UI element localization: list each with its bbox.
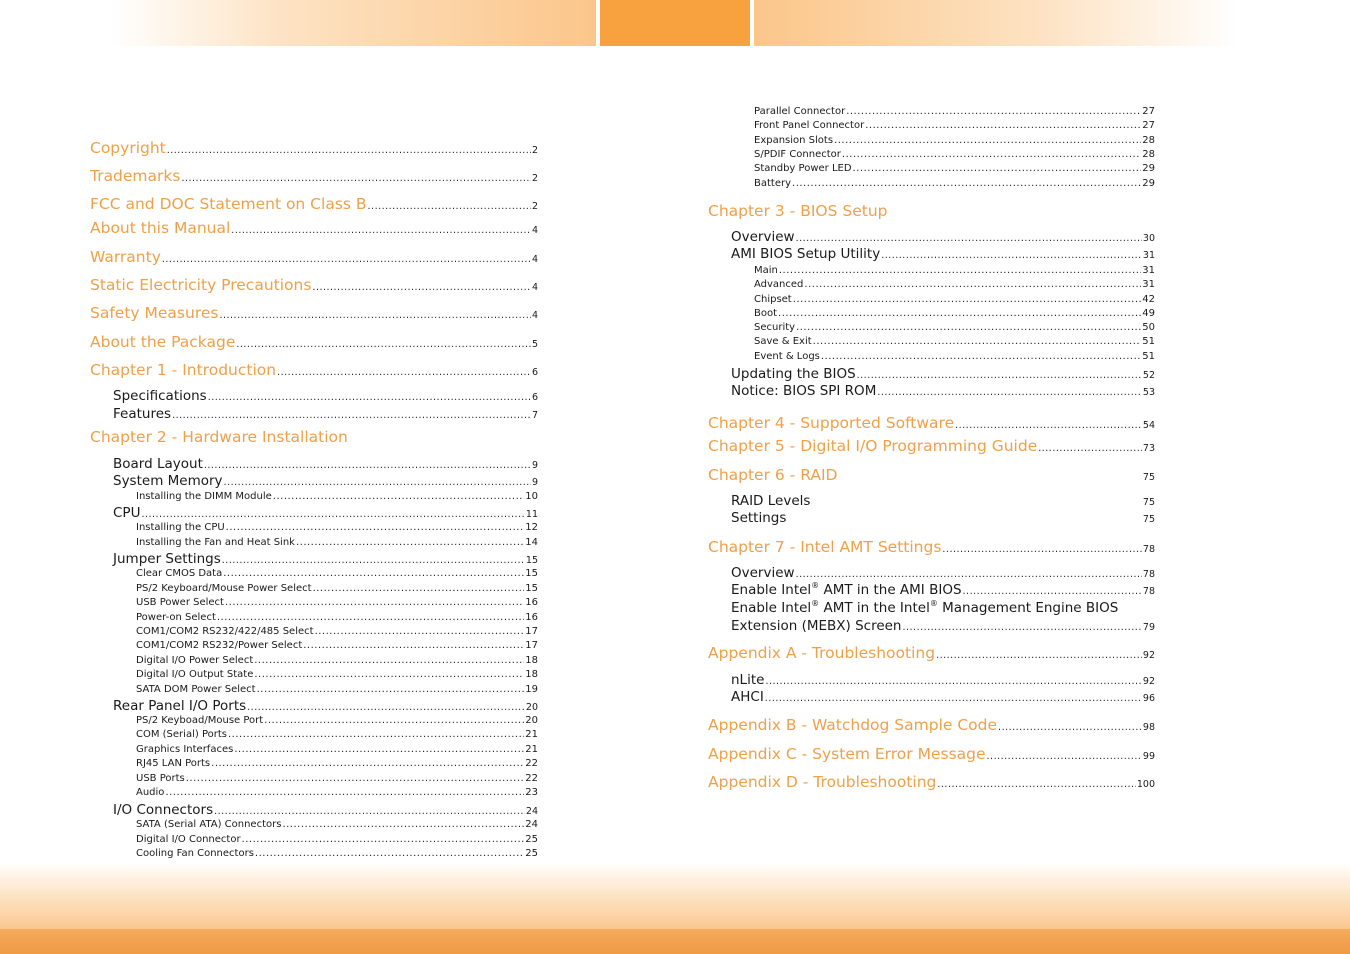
toc-entry-page: 25 [525,848,538,859]
toc-entry-page: 4 [531,310,538,321]
toc-entry-title: AHCI [731,689,764,705]
toc-entry-title: System Memory [113,473,223,489]
toc-entry[interactable] [136,759,538,769]
toc-entry-title: Board Layout [113,456,203,472]
toc-dot-leader [242,835,525,845]
toc-entry[interactable] [113,804,538,818]
toc-entry[interactable] [113,475,538,489]
toc-dot-leader [254,670,524,680]
toc-entry-title: Main [754,265,778,276]
toc-entry[interactable] [90,250,538,266]
footer-bar [0,929,1350,954]
toc-entry-title: Installing the DIMM Module [136,491,272,502]
toc-entry-title: Updating the BIOS [731,366,856,382]
toc-entry-page: 31 [1142,265,1155,276]
toc-entry-title: Chapter 2 - Hardware Installation [90,428,348,446]
toc-entry-page: 18 [525,669,538,680]
toc-entry-page: 17 [525,626,538,637]
toc-dot-leader [296,538,524,548]
toc-entry-title: Chapter 7 - Intel AMT Settings [708,538,942,556]
toc-entry-page: 50 [1142,322,1155,333]
toc-dot-leader [228,730,524,740]
toc-dot-leader [765,694,1142,704]
toc-dot-leader [236,340,531,350]
toc-entry-page: 9 [531,460,538,471]
toc-dot-leader [224,478,531,488]
toc-entry[interactable] [136,745,538,755]
toc-entry-page: 54 [1142,420,1155,431]
toc-entry-title: SATA DOM Power Select [136,684,256,695]
toc-entry-page: 27 [1142,106,1155,117]
toc-entry[interactable] [90,278,538,294]
toc-entry-title: Copyright [90,139,166,157]
toc-entry-title: AMI BIOS Setup Utility [731,246,881,262]
toc-dot-leader [217,613,524,623]
toc-entry[interactable] [731,368,1155,382]
toc-entry-page: 49 [1142,308,1155,319]
toc-dot-leader [313,584,525,594]
toc-entry[interactable] [113,700,538,714]
toc-entry[interactable] [136,627,538,637]
toc-entry-page: 16 [525,612,538,623]
toc-entry-page: 4 [531,254,538,265]
toc-entry-page: 2 [531,145,538,156]
toc-entry[interactable] [754,107,1155,117]
toc-entry[interactable] [731,567,1155,581]
toc-entry[interactable] [708,775,1155,791]
toc-dot-leader [219,311,530,321]
toc-entry[interactable] [113,458,538,472]
toc-entry-title: Enable Intel® AMT in the AMI BIOS [731,581,962,598]
toc-entry-title: Event & Logs [754,351,820,362]
toc-entry[interactable] [731,691,1155,705]
toc-entry[interactable] [136,523,538,533]
toc-entry-title: Digital I/O Connector [136,834,241,845]
toc-entry-title: Enable Intel® AMT in the Intel® Management Engine BIOS [731,599,1119,616]
toc-entry-title: Digital I/O Power Select [136,655,254,666]
toc-dot-leader [853,164,1142,174]
toc-entry[interactable] [731,620,1155,634]
toc-entry-title: I/O Connectors [113,802,214,818]
toc-entry[interactable] [731,385,1155,399]
toc-dot-leader [821,352,1141,362]
toc-entry[interactable] [731,674,1155,688]
toc-entry-title: Appendix A - Troubleshooting [708,644,936,662]
toc-entry[interactable] [731,599,1155,616]
toc-entry-page: 51 [1142,351,1155,362]
toc-entry[interactable] [754,352,1155,362]
toc-dot-leader [778,309,1141,319]
toc-dot-leader [1038,444,1142,454]
toc-entry[interactable] [136,492,538,502]
toc-entry[interactable] [90,221,538,237]
toc-entry-title: USB Ports [136,773,185,784]
toc-entry-page: 2 [531,201,538,212]
toc-entry-title: Boot [754,308,778,319]
toc-entry-page: 20 [525,715,538,726]
toc-entry-page: 6 [531,367,538,378]
toc-entry-page: 15 [525,555,538,566]
toc-dot-leader [167,146,531,156]
toc-entry[interactable] [136,641,538,651]
toc-dot-leader [172,411,531,421]
toc-entry[interactable] [754,280,1155,290]
toc-entry-page: 2 [531,173,538,184]
toc-entry[interactable] [90,335,538,351]
toc-entry-title: Chapter 1 - Introduction [90,361,277,379]
toc-entry-page: 31 [1142,279,1155,290]
toc-entry-page: 78 [1142,544,1155,555]
toc-entry-title: Appendix D - Troubleshooting [708,773,937,791]
toc-entry-title: Overview [731,229,795,245]
toc-entry-page: 17 [525,640,538,651]
toc-dot-leader [937,780,1135,790]
toc-entry-page: 14 [525,537,538,548]
toc-entry-title: FCC and DOC Statement on Class B [90,195,367,213]
toc-entry-title: PS/2 Keyboad/Mouse Port [136,715,264,726]
toc-entry-title: Power-on Select [136,612,216,623]
toc-dot-leader [312,283,531,293]
toc-dot-leader [779,266,1141,276]
toc-entry-page: 75 [1142,472,1155,483]
toc-entry[interactable] [731,248,1155,262]
toc-entry-page: 30 [1142,233,1155,244]
toc-entry[interactable] [136,670,538,680]
toc-dot-leader [303,641,524,651]
toc-entry-title: Clear CMOS Data [136,568,223,579]
toc-dot-leader [181,174,530,184]
toc-entry[interactable] [731,512,1155,526]
toc-entry[interactable] [136,835,538,845]
toc-entry-title: COM (Serial) Ports [136,729,227,740]
toc-entry[interactable] [136,716,538,726]
footer-glow [0,862,1350,930]
toc-entry-title: Standby Power LED [754,163,852,174]
toc-entry-title: PS/2 Keyboard/Mouse Power Select [136,583,312,594]
toc-entry[interactable] [136,656,538,666]
toc-dot-leader [257,685,525,695]
toc-entry[interactable] [90,430,538,446]
toc-entry-title: Parallel Connector [754,106,846,117]
toc-entry-page: 75 [1142,497,1155,508]
toc-entry-title: Rear Panel I/O Ports [113,698,247,714]
toc-entry[interactable] [90,197,538,213]
toc-dot-leader [936,651,1142,661]
toc-dot-leader [765,677,1141,687]
toc-entry-title: Save & Exit [754,336,812,347]
toc-entry[interactable] [754,337,1155,347]
toc-entry-page: 92 [1142,650,1155,661]
toc-entry[interactable] [113,390,538,404]
toc-entry-page: 9 [531,477,538,488]
toc-entry-title: RJ45 LAN Ports [136,758,211,769]
toc-entry[interactable] [136,584,538,594]
toc-entry-page: 52 [1142,370,1155,381]
toc-entry[interactable] [754,150,1155,160]
toc-entry-page: 19 [525,684,538,695]
toc-entry[interactable] [113,507,538,521]
toc-entry-page: 78 [1142,569,1155,580]
toc-entry[interactable] [136,774,538,784]
toc-entry-page: 27 [1142,120,1155,131]
toc-entry-title: Trademarks [90,167,181,185]
toc-entry-title: Extension (MEBX) Screen [731,618,902,634]
toc-entry-page: 12 [525,522,538,533]
toc-entry[interactable] [731,495,1155,509]
toc-dot-leader [226,523,525,533]
toc-dot-leader [796,570,1142,580]
toc-entry-page: 100 [1136,779,1155,790]
toc-entry[interactable] [136,820,538,830]
toc-dot-leader [255,849,524,859]
toc-entry-title: Installing the Fan and Heat Sink [136,537,295,548]
toc-entry-title: COM1/COM2 RS232/Power Select [136,640,303,651]
toc-entry[interactable] [708,468,1155,484]
toc-entry-title: RAID Levels [731,493,811,509]
toc-entry-title: Specifications [113,388,207,404]
toc-entry[interactable] [136,598,538,608]
toc-entry-page: 10 [525,491,538,502]
toc-entry-title: About the Package [90,333,236,351]
toc-entry[interactable] [754,295,1155,305]
toc-entry[interactable] [136,613,538,623]
toc-entry-page: 24 [525,819,538,830]
toc-entry[interactable] [113,553,538,567]
toc-dot-leader [273,492,524,502]
toc-entry-title: Installing the CPU [136,522,225,533]
toc-entry-page: 11 [525,509,538,520]
toc-entry-page: 51 [1142,336,1155,347]
toc-dot-leader [942,545,1142,555]
toc-entry[interactable] [708,416,1155,432]
toc-entry-page: 4 [531,282,538,293]
toc-entry-title: Features [113,406,172,422]
toc-entry-page: 78 [1142,586,1155,597]
toc-dot-leader [998,723,1142,733]
toc-dot-leader [222,556,525,566]
toc-entry[interactable] [731,581,1155,598]
toc-entry-page: 21 [525,744,538,755]
toc-entry-title: Advanced [754,279,804,290]
toc-entry-title: Chapter 3 - BIOS Setup [708,202,888,220]
toc-entry[interactable] [136,538,538,548]
toc-entry-title: Chapter 5 - Digital I/O Programming Guide [708,437,1038,455]
toc-entry-page: 15 [525,583,538,594]
toc-entry[interactable] [754,121,1155,131]
toc-entry-title: COM1/COM2 RS232/422/485 Select [136,626,314,637]
toc-entry-title: Graphics Interfaces [136,744,234,755]
toc-dot-leader [963,587,1142,597]
toc-dot-leader [865,121,1141,131]
header-band-right [754,0,1240,46]
toc-entry[interactable] [136,849,538,859]
toc-entry-page: 28 [1142,135,1155,146]
toc-entry-title: Appendix B - Watchdog Sample Code [708,716,998,734]
toc-entry[interactable] [754,309,1155,319]
toc-dot-leader [834,136,1141,146]
toc-entry-title: Digital I/O Output State [136,669,254,680]
toc-entry-page: 21 [525,729,538,740]
toc-dot-leader [903,623,1142,633]
toc-entry[interactable] [708,439,1155,455]
toc-dot-leader [223,569,524,579]
toc-entry[interactable] [90,169,538,185]
toc-entry-title: Static Electricity Precautions [90,276,312,294]
toc-entry-title: Settings [731,510,787,526]
toc-entry-page: 28 [1142,149,1155,160]
toc-dot-leader [987,752,1142,762]
toc-dot-leader [225,598,524,608]
toc-entry[interactable] [136,569,538,579]
toc-dot-leader [162,255,531,265]
toc-entry-title: S/PDIF Connector [754,149,841,160]
toc-entry[interactable] [90,306,538,322]
toc-entry-page: 42 [1142,294,1155,305]
toc-entry-title: USB Power Select [136,597,224,608]
toc-entry-title: Notice: BIOS SPI ROM [731,383,877,399]
toc-entry-page: 18 [525,655,538,666]
toc-entry-page: 75 [1142,514,1155,525]
toc-dot-leader [208,393,531,403]
toc-entry-title: Appendix C - System Error Message [708,745,986,763]
toc-entry-page: 92 [1142,676,1155,687]
toc-dot-leader [857,371,1142,381]
toc-entry-page: 96 [1142,693,1155,704]
toc-dot-leader [204,461,531,471]
toc-entry-title: Front Panel Connector [754,120,865,131]
toc-dot-leader [141,510,524,520]
header-band-left [110,0,596,46]
toc-dot-leader [254,656,524,666]
toc-entry-page: 22 [525,773,538,784]
toc-entry-page: 31 [1142,250,1155,261]
toc-entry-title: Expansion Slots [754,135,834,146]
toc-entry-page: 24 [525,806,538,817]
toc-dot-leader [214,807,525,817]
toc-dot-leader [877,388,1142,398]
toc-entry[interactable] [754,179,1155,189]
toc-entry-page: 20 [525,702,538,713]
toc-entry-page: 5 [531,339,538,350]
toc-entry-page: 15 [525,568,538,579]
toc-dot-leader [796,323,1141,333]
toc-dot-leader [277,368,531,378]
toc-entry-page: 7 [531,410,538,421]
toc-entry[interactable] [708,204,1155,220]
toc-entry-title: Chipset [754,294,792,305]
toc-entry[interactable] [708,718,1155,734]
toc-entry[interactable] [113,408,538,422]
toc-entry[interactable] [136,685,538,695]
toc-dot-leader [186,774,525,784]
toc-entry[interactable] [731,231,1155,245]
toc-entry-title: Chapter 4 - Supported Software [708,414,955,432]
toc-entry-title: CPU [113,505,141,521]
header-band-center [600,0,750,46]
toc-dot-leader [955,421,1142,431]
toc-entry[interactable] [708,540,1155,556]
toc-entry-title: nLite [731,672,765,688]
toc-entry-page: 29 [1142,163,1155,174]
toc-entry[interactable] [754,136,1155,146]
toc-entry-page: 6 [531,392,538,403]
toc-entry-page: 99 [1142,751,1155,762]
toc-entry-page: 73 [1142,443,1155,454]
toc-entry[interactable] [754,164,1155,174]
toc-dot-leader [165,788,524,798]
toc-dot-leader [792,179,1141,189]
toc-entry-title: Audio [136,787,165,798]
toc-entry-title: Overview [731,565,795,581]
toc-entry-title: About this Manual [90,219,231,237]
toc-entry[interactable] [136,730,538,740]
toc-dot-leader [842,150,1141,160]
toc-entry-title: SATA (Serial ATA) Connectors [136,819,282,830]
toc-entry[interactable] [90,141,538,157]
toc-entry-page: 22 [525,758,538,769]
toc-entry-title: Battery [754,178,792,189]
toc-entry[interactable] [754,266,1155,276]
toc-dot-leader [247,703,525,713]
toc-dot-leader [793,295,1142,305]
toc-entry-page: 53 [1142,387,1155,398]
toc-dot-leader [211,759,524,769]
toc-entry-title: Cooling Fan Connectors [136,848,254,859]
toc-dot-leader [315,627,525,637]
toc-entry-title: Warranty [90,248,161,266]
toc-dot-leader [234,745,524,755]
toc-entry[interactable] [708,646,1155,662]
toc-dot-leader [264,716,524,726]
toc-entry-page: 23 [525,787,538,798]
toc-entry[interactable] [136,788,538,798]
toc-entry-page: 4 [531,225,538,236]
toc-entry-title: Safety Measures [90,304,219,322]
toc-dot-leader [368,202,531,212]
toc-entry-title: Chapter 6 - RAID [708,466,838,484]
toc-entry[interactable] [708,747,1155,763]
toc-entry[interactable] [754,323,1155,333]
toc-dot-leader [881,251,1142,261]
toc-entry-page: 25 [525,834,538,845]
toc-entry-page: 79 [1142,622,1155,633]
toc-entry-title: Security [754,322,796,333]
toc-entry-title: Jumper Settings [113,551,221,567]
toc-entry-page: 29 [1142,178,1155,189]
toc-dot-leader [804,280,1141,290]
toc-dot-leader [813,337,1142,347]
toc-dot-leader [282,820,524,830]
toc-dot-leader [846,107,1141,117]
toc-dot-leader [231,226,531,236]
toc-dot-leader [796,234,1142,244]
toc-entry[interactable] [90,363,538,379]
toc-entry-page: 98 [1142,722,1155,733]
toc-entry-page: 16 [525,597,538,608]
